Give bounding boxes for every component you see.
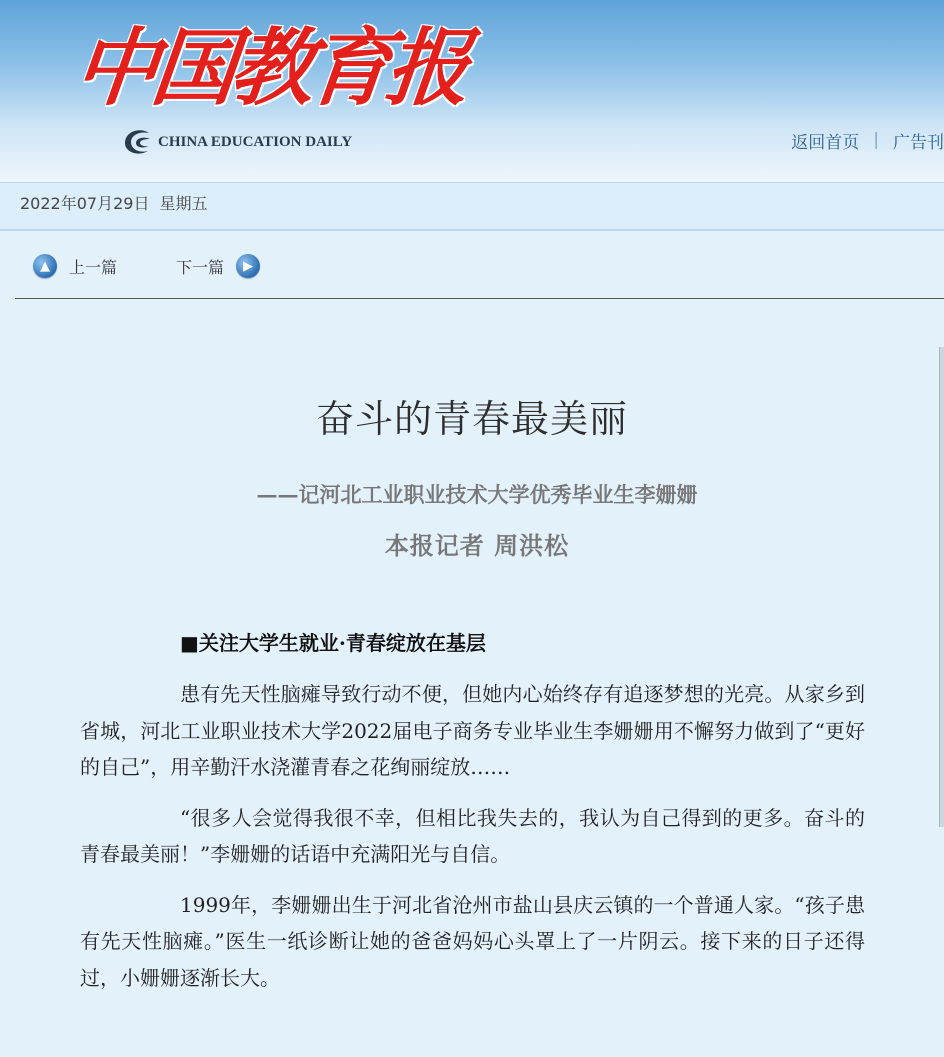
arrow-right-icon: ▶ (236, 254, 260, 278)
article-subtitle: ——记河北工业职业技术大学优秀毕业生李姗姗 (256, 482, 698, 507)
logo-english-wrap (120, 124, 352, 160)
article-paragraph: “很多人会觉得我很不幸，但相比我失去的，我认为自己得到的更多。奋斗的青春最美丽！”李姗姗的话语中充满阳光与自信。 (80, 805, 865, 866)
article-title: 奋斗的青春最美丽 (315, 397, 628, 441)
nav-divider: | (873, 130, 879, 150)
article-paragraph: 患有先天性脑瘫导致行动不便，但她内心始终存有追逐梦想的光亮。从家乡到省城，河北工业职业技术大学2022届电子商务专业毕业生李姗姗用不懈努力做到了“更好的自己”，用辛勤汗水浇灌青春之花绚丽绽放…… (80, 682, 865, 779)
next-article-button[interactable] (176, 254, 260, 278)
date-text: 2022年07月29日 (20, 194, 150, 213)
article-pager (0, 232, 944, 298)
logo-english-text: CHINA EDUCATION DAILY (158, 133, 353, 150)
prev-article-label: 上一篇 (69, 257, 118, 277)
prev-article-button[interactable] (33, 254, 117, 278)
date-bar (0, 182, 944, 231)
logo-swoosh-icon (120, 125, 154, 159)
weekday-text: 星期五 (159, 194, 208, 213)
newspaper-logo[interactable]: 中国教育报 (68, 18, 470, 117)
arrow-up-icon: ▲ (33, 254, 57, 278)
next-article-label: 下一篇 (176, 257, 225, 277)
nav-ads-link[interactable]: 广告刊 (893, 132, 944, 153)
article-byline: 本报记者 周洪松 (384, 531, 570, 560)
divider (15, 298, 944, 299)
nav-home-link[interactable]: 返回首页 (791, 132, 860, 153)
column-heading: ■关注大学生就业·青春绽放在基层 (180, 631, 486, 655)
issue-date (20, 191, 217, 214)
article-paragraph: 1999年，李姗姗出生于河北省沧州市盐山县庆云镇的一个普通人家。“孩子患有先天性脑瘫。”医生一纸诊断让她的爸爸妈妈心头罩上了一片阴云。接下来的日子还得过，小姗姗逐渐长大。 (80, 892, 865, 990)
masthead (0, 0, 944, 182)
article-body (80, 676, 865, 1010)
top-nav (791, 127, 944, 153)
